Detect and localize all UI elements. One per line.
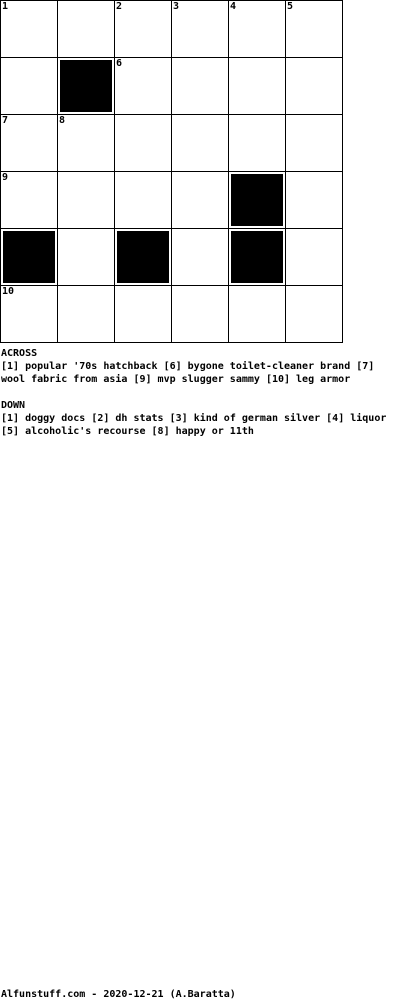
clue-number: 9 [2,172,9,183]
grid-cell[interactable] [1,172,58,229]
grid-cell[interactable] [1,115,58,172]
across-clue: [1] popular '70s hatchback [1,361,158,372]
black-square [1,229,58,286]
down-clue: [8] happy or 11th [151,426,254,437]
down-clue: [2] dh stats [91,413,164,424]
clue-spacer [1,386,393,399]
across-clue: [10] leg armor [265,374,351,385]
clue-number: 8 [59,115,66,126]
down-clue: [5] alcoholic's recourse [1,426,146,437]
black-square [115,229,172,286]
across-clue: [7] wool fabric from asia [1,361,375,385]
grid-cell[interactable] [58,1,115,58]
clue-number: 3 [173,1,180,12]
grid-cell[interactable] [229,286,286,343]
grid-cell[interactable] [58,115,115,172]
grid-cell[interactable] [286,286,343,343]
grid-cell[interactable] [172,115,229,172]
across-clue: [9] mvp slugger sammy [133,374,260,385]
clue-number: 7 [2,115,9,126]
grid-cell[interactable] [115,172,172,229]
grid-cell[interactable] [115,1,172,58]
grid-cell[interactable] [286,58,343,115]
grid-cell[interactable] [172,172,229,229]
clue-number: 10 [2,286,15,297]
footer-credit: Alfunstuff.com - 2020-12-21 (A.Baratta) [1,989,236,1000]
down-clue: [3] kind of german silver [169,413,321,424]
grid-cell[interactable] [229,58,286,115]
clue-number: 5 [287,1,294,12]
black-square [229,229,286,286]
black-square [229,172,286,229]
grid-cell[interactable] [286,229,343,286]
down-heading: DOWN [1,400,26,411]
grid-cell[interactable] [229,115,286,172]
down-clue: [1] doggy docs [1,413,86,424]
grid-cell[interactable] [172,58,229,115]
clue-number: 4 [230,1,237,12]
grid-cell[interactable] [1,58,58,115]
clues-panel [1,347,393,438]
grid-cell[interactable] [172,286,229,343]
grid-cell[interactable] [286,172,343,229]
across-clue: [6] bygone toilet-cleaner brand [163,361,351,372]
down-clue-list [1,412,393,438]
black-square [58,58,115,115]
grid-cell[interactable] [286,1,343,58]
across-heading: ACROSS [1,348,38,359]
grid-cell[interactable] [229,1,286,58]
grid-cell[interactable] [115,115,172,172]
clue-number: 6 [116,58,123,69]
clue-number: 2 [116,1,123,12]
grid-cell[interactable] [58,229,115,286]
crossword-grid [0,0,343,343]
grid-cell[interactable] [115,286,172,343]
grid-cell[interactable] [115,58,172,115]
grid-cell[interactable] [58,172,115,229]
grid-cell[interactable] [286,115,343,172]
grid-cell[interactable] [1,286,58,343]
grid-cell[interactable] [172,229,229,286]
grid-cell[interactable] [58,286,115,343]
grid-cell[interactable] [172,1,229,58]
across-clue-list [1,360,393,386]
down-clue: [4] liquor [326,413,387,424]
clue-number: 1 [2,1,9,12]
grid-cell[interactable] [1,1,58,58]
